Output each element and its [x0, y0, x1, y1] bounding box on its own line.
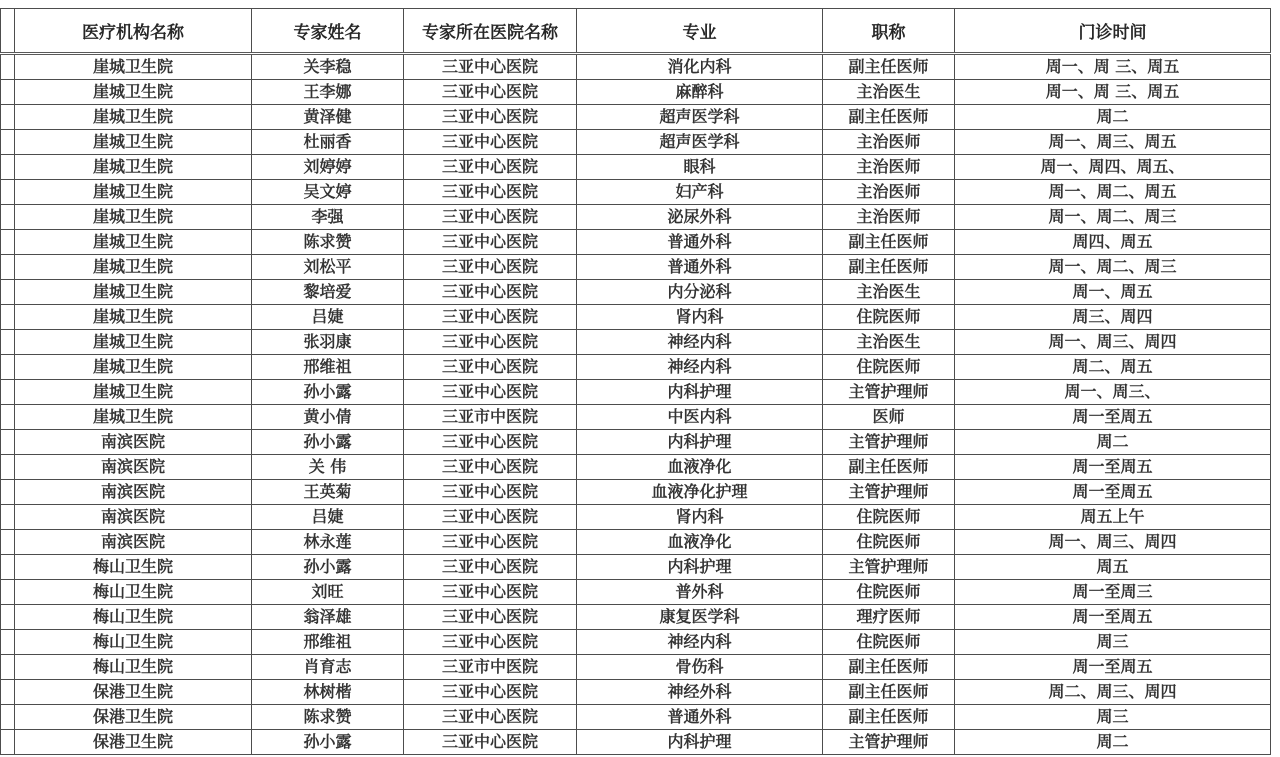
cell-hospital: 三亚市中医院	[404, 405, 577, 430]
table-row	[1, 505, 1271, 530]
cell-org: 崖城卫生院	[15, 230, 252, 255]
cell-org: 崖城卫生院	[15, 180, 252, 205]
cell-title: 主管护理师	[823, 480, 955, 505]
cell-name: 黄小倩	[252, 405, 404, 430]
cell-title: 副主任医师	[823, 680, 955, 705]
table-row	[1, 680, 1271, 705]
column-header-specialty: 专业	[577, 9, 823, 54]
table-row	[1, 555, 1271, 580]
gutter-cell	[1, 630, 15, 655]
table-row	[1, 80, 1271, 105]
gutter-cell	[1, 155, 15, 180]
cell-schedule: 周一至周五	[955, 405, 1271, 430]
table-row	[1, 180, 1271, 205]
gutter-cell	[1, 180, 15, 205]
cell-org: 梅山卫生院	[15, 630, 252, 655]
cell-org: 梅山卫生院	[15, 555, 252, 580]
gutter-cell	[1, 455, 15, 480]
cell-title: 副主任医师	[823, 230, 955, 255]
cell-name: 王李娜	[252, 80, 404, 105]
cell-name: 肖育志	[252, 655, 404, 680]
cell-hospital: 三亚中心医院	[404, 180, 577, 205]
table-row	[1, 705, 1271, 730]
cell-specialty: 普通外科	[577, 705, 823, 730]
cell-name: 黄泽健	[252, 105, 404, 130]
cell-name: 孙小露	[252, 555, 404, 580]
gutter-cell	[1, 330, 15, 355]
gutter-cell	[1, 230, 15, 255]
cell-schedule: 周一、周二、周三	[955, 205, 1271, 230]
cell-schedule: 周五	[955, 555, 1271, 580]
cell-specialty: 肾内科	[577, 505, 823, 530]
cell-title: 副主任医师	[823, 255, 955, 280]
cell-title: 医师	[823, 405, 955, 430]
cell-hospital: 三亚中心医院	[404, 380, 577, 405]
cell-specialty: 泌尿外科	[577, 205, 823, 230]
cell-title: 住院医师	[823, 355, 955, 380]
cell-specialty: 中医内科	[577, 405, 823, 430]
cell-specialty: 消化内科	[577, 54, 823, 80]
cell-schedule: 周三、周四	[955, 305, 1271, 330]
cell-org: 保港卫生院	[15, 705, 252, 730]
cell-title: 副主任医师	[823, 455, 955, 480]
cell-org: 南滨医院	[15, 505, 252, 530]
cell-org: 崖城卫生院	[15, 280, 252, 305]
cell-title: 住院医师	[823, 630, 955, 655]
gutter-cell	[1, 480, 15, 505]
cell-org: 南滨医院	[15, 480, 252, 505]
cell-title: 主治医师	[823, 205, 955, 230]
cell-hospital: 三亚中心医院	[404, 305, 577, 330]
cell-title: 副主任医师	[823, 54, 955, 80]
table-row	[1, 280, 1271, 305]
cell-specialty: 神经外科	[577, 680, 823, 705]
cell-specialty: 超声医学科	[577, 130, 823, 155]
cell-name: 吕婕	[252, 505, 404, 530]
gutter-column-header	[1, 9, 15, 54]
table-row	[1, 480, 1271, 505]
cell-hospital: 三亚中心医院	[404, 355, 577, 380]
cell-hospital: 三亚中心医院	[404, 480, 577, 505]
cell-org: 梅山卫生院	[15, 655, 252, 680]
cell-specialty: 妇产科	[577, 180, 823, 205]
cell-hospital: 三亚中心医院	[404, 555, 577, 580]
column-header-title: 职称	[823, 9, 955, 54]
cell-hospital: 三亚市中医院	[404, 655, 577, 680]
cell-org: 崖城卫生院	[15, 380, 252, 405]
cell-name: 孙小露	[252, 730, 404, 755]
cell-title: 住院医师	[823, 505, 955, 530]
table-row	[1, 630, 1271, 655]
table-row	[1, 130, 1271, 155]
table-row	[1, 530, 1271, 555]
table-row	[1, 205, 1271, 230]
cell-title: 主治医生	[823, 80, 955, 105]
cell-name: 邢维祖	[252, 630, 404, 655]
cell-hospital: 三亚中心医院	[404, 455, 577, 480]
cell-specialty: 血液净化	[577, 530, 823, 555]
cell-specialty: 内科护理	[577, 555, 823, 580]
cell-schedule: 周一、周三、周五	[955, 130, 1271, 155]
cell-schedule: 周一、周五	[955, 280, 1271, 305]
gutter-cell	[1, 730, 15, 755]
cell-schedule: 周三	[955, 630, 1271, 655]
cell-title: 副主任医师	[823, 105, 955, 130]
cell-title: 主治医师	[823, 130, 955, 155]
cell-org: 南滨医院	[15, 430, 252, 455]
cell-schedule: 周一至周五	[955, 605, 1271, 630]
cell-name: 陈求赞	[252, 230, 404, 255]
table-row	[1, 54, 1271, 80]
gutter-cell	[1, 580, 15, 605]
cell-title: 住院医师	[823, 580, 955, 605]
cell-title: 住院医师	[823, 530, 955, 555]
cell-specialty: 普通外科	[577, 230, 823, 255]
cell-schedule: 周一、周二、周五	[955, 180, 1271, 205]
table-row	[1, 405, 1271, 430]
cell-name: 刘旺	[252, 580, 404, 605]
cell-specialty: 超声医学科	[577, 105, 823, 130]
cell-org: 崖城卫生院	[15, 355, 252, 380]
cell-specialty: 神经内科	[577, 330, 823, 355]
cell-org: 崖城卫生院	[15, 330, 252, 355]
cell-hospital: 三亚中心医院	[404, 205, 577, 230]
cell-org: 保港卫生院	[15, 730, 252, 755]
cell-name: 吴文婷	[252, 180, 404, 205]
cell-schedule: 周一、周 三、周五	[955, 80, 1271, 105]
gutter-cell	[1, 355, 15, 380]
table-row	[1, 605, 1271, 630]
cell-specialty: 眼科	[577, 155, 823, 180]
table-row	[1, 230, 1271, 255]
table-row	[1, 355, 1271, 380]
cell-specialty: 普通外科	[577, 255, 823, 280]
cell-org: 保港卫生院	[15, 680, 252, 705]
cell-schedule: 周一至周五	[955, 655, 1271, 680]
gutter-cell	[1, 80, 15, 105]
cell-title: 主管护理师	[823, 430, 955, 455]
cell-specialty: 普外科	[577, 580, 823, 605]
cell-title: 主治医师	[823, 155, 955, 180]
cell-hospital: 三亚中心医院	[404, 230, 577, 255]
cell-org: 南滨医院	[15, 455, 252, 480]
cell-name: 张羽康	[252, 330, 404, 355]
cell-name: 刘松平	[252, 255, 404, 280]
cell-org: 崖城卫生院	[15, 155, 252, 180]
cell-name: 孙小露	[252, 380, 404, 405]
cell-hospital: 三亚中心医院	[404, 80, 577, 105]
cell-name: 黎培爱	[252, 280, 404, 305]
cell-org: 梅山卫生院	[15, 605, 252, 630]
cell-hospital: 三亚中心医院	[404, 505, 577, 530]
table-row	[1, 155, 1271, 180]
cell-specialty: 内科护理	[577, 430, 823, 455]
cell-schedule: 周一、周三、周四	[955, 530, 1271, 555]
gutter-cell	[1, 105, 15, 130]
cell-specialty: 神经内科	[577, 630, 823, 655]
cell-specialty: 血液净化	[577, 455, 823, 480]
cell-schedule: 周二	[955, 730, 1271, 755]
cell-org: 崖城卫生院	[15, 205, 252, 230]
gutter-cell	[1, 705, 15, 730]
table-row	[1, 430, 1271, 455]
table-body	[1, 54, 1271, 755]
table-row	[1, 330, 1271, 355]
cell-org: 崖城卫生院	[15, 405, 252, 430]
column-header-name: 专家姓名	[252, 9, 404, 54]
cell-schedule: 周四、周五	[955, 230, 1271, 255]
table-header	[1, 9, 1271, 54]
cell-specialty: 血液净化护理	[577, 480, 823, 505]
column-header-org: 医疗机构名称	[15, 9, 252, 54]
column-header-schedule: 门诊时间	[955, 9, 1271, 54]
cell-title: 住院医师	[823, 305, 955, 330]
cell-title: 主治医生	[823, 280, 955, 305]
gutter-cell	[1, 530, 15, 555]
gutter-cell	[1, 305, 15, 330]
cell-title: 主管护理师	[823, 730, 955, 755]
cell-hospital: 三亚中心医院	[404, 330, 577, 355]
cell-org: 崖城卫生院	[15, 255, 252, 280]
cell-specialty: 内分泌科	[577, 280, 823, 305]
table-row	[1, 380, 1271, 405]
cell-schedule: 周一至周三	[955, 580, 1271, 605]
cell-specialty: 神经内科	[577, 355, 823, 380]
cell-schedule: 周一、周三、周四	[955, 330, 1271, 355]
gutter-cell	[1, 680, 15, 705]
cell-specialty: 内科护理	[577, 380, 823, 405]
cell-title: 副主任医师	[823, 655, 955, 680]
table-row	[1, 580, 1271, 605]
cell-name: 林永莲	[252, 530, 404, 555]
cell-name: 王英菊	[252, 480, 404, 505]
cell-hospital: 三亚中心医院	[404, 430, 577, 455]
cell-hospital: 三亚中心医院	[404, 105, 577, 130]
gutter-cell	[1, 505, 15, 530]
cell-hospital: 三亚中心医院	[404, 255, 577, 280]
cell-name: 邢维祖	[252, 355, 404, 380]
cell-title: 主治医生	[823, 330, 955, 355]
cell-title: 主管护理师	[823, 380, 955, 405]
cell-org: 崖城卫生院	[15, 130, 252, 155]
cell-hospital: 三亚中心医院	[404, 280, 577, 305]
cell-name: 关 伟	[252, 455, 404, 480]
gutter-cell	[1, 605, 15, 630]
cell-hospital: 三亚中心医院	[404, 580, 577, 605]
cell-schedule: 周一、周三、	[955, 380, 1271, 405]
cell-org: 崖城卫生院	[15, 105, 252, 130]
cell-specialty: 内科护理	[577, 730, 823, 755]
cell-schedule: 周一、周 三、周五	[955, 54, 1271, 80]
cell-schedule: 周一至周五	[955, 480, 1271, 505]
cell-title: 理疗医师	[823, 605, 955, 630]
cell-org: 崖城卫生院	[15, 80, 252, 105]
cell-hospital: 三亚中心医院	[404, 130, 577, 155]
cell-name: 孙小露	[252, 430, 404, 455]
gutter-cell	[1, 54, 15, 80]
cell-name: 林树楷	[252, 680, 404, 705]
gutter-cell	[1, 555, 15, 580]
cell-org: 梅山卫生院	[15, 580, 252, 605]
cell-name: 杜丽香	[252, 130, 404, 155]
table-row	[1, 730, 1271, 755]
table-row	[1, 255, 1271, 280]
cell-specialty: 骨伤科	[577, 655, 823, 680]
table-row	[1, 655, 1271, 680]
gutter-cell	[1, 280, 15, 305]
cell-title: 副主任医师	[823, 705, 955, 730]
cell-hospital: 三亚中心医院	[404, 680, 577, 705]
gutter-cell	[1, 655, 15, 680]
cell-title: 主管护理师	[823, 555, 955, 580]
cell-schedule: 周一、周二、周三	[955, 255, 1271, 280]
gutter-cell	[1, 405, 15, 430]
cell-name: 关李稳	[252, 54, 404, 80]
gutter-cell	[1, 430, 15, 455]
cell-hospital: 三亚中心医院	[404, 54, 577, 80]
cell-specialty: 麻醉科	[577, 80, 823, 105]
cell-schedule: 周一至周五	[955, 455, 1271, 480]
gutter-cell	[1, 130, 15, 155]
cell-specialty: 康复医学科	[577, 605, 823, 630]
cell-schedule: 周一、周四、周五、	[955, 155, 1271, 180]
cell-schedule: 周二、周五	[955, 355, 1271, 380]
table-row	[1, 455, 1271, 480]
cell-name: 翁泽雄	[252, 605, 404, 630]
header-row	[1, 9, 1271, 54]
cell-schedule: 周二	[955, 430, 1271, 455]
cell-name: 吕婕	[252, 305, 404, 330]
table-row	[1, 105, 1271, 130]
cell-hospital: 三亚中心医院	[404, 155, 577, 180]
cell-org: 南滨医院	[15, 530, 252, 555]
experts-schedule-table	[0, 8, 1271, 755]
cell-hospital: 三亚中心医院	[404, 705, 577, 730]
cell-hospital: 三亚中心医院	[404, 630, 577, 655]
cell-specialty: 肾内科	[577, 305, 823, 330]
gutter-cell	[1, 255, 15, 280]
cell-hospital: 三亚中心医院	[404, 730, 577, 755]
table-row	[1, 305, 1271, 330]
cell-schedule: 周二	[955, 105, 1271, 130]
cell-schedule: 周二、周三、周四	[955, 680, 1271, 705]
cell-hospital: 三亚中心医院	[404, 605, 577, 630]
cell-schedule: 周五上午	[955, 505, 1271, 530]
cell-title: 主治医师	[823, 180, 955, 205]
cell-name: 刘婷婷	[252, 155, 404, 180]
gutter-cell	[1, 380, 15, 405]
cell-hospital: 三亚中心医院	[404, 530, 577, 555]
cell-name: 陈求赞	[252, 705, 404, 730]
cell-org: 崖城卫生院	[15, 54, 252, 80]
cell-org: 崖城卫生院	[15, 305, 252, 330]
column-header-hospital: 专家所在医院名称	[404, 9, 577, 54]
gutter-cell	[1, 205, 15, 230]
cell-name: 李强	[252, 205, 404, 230]
cell-schedule: 周三	[955, 705, 1271, 730]
